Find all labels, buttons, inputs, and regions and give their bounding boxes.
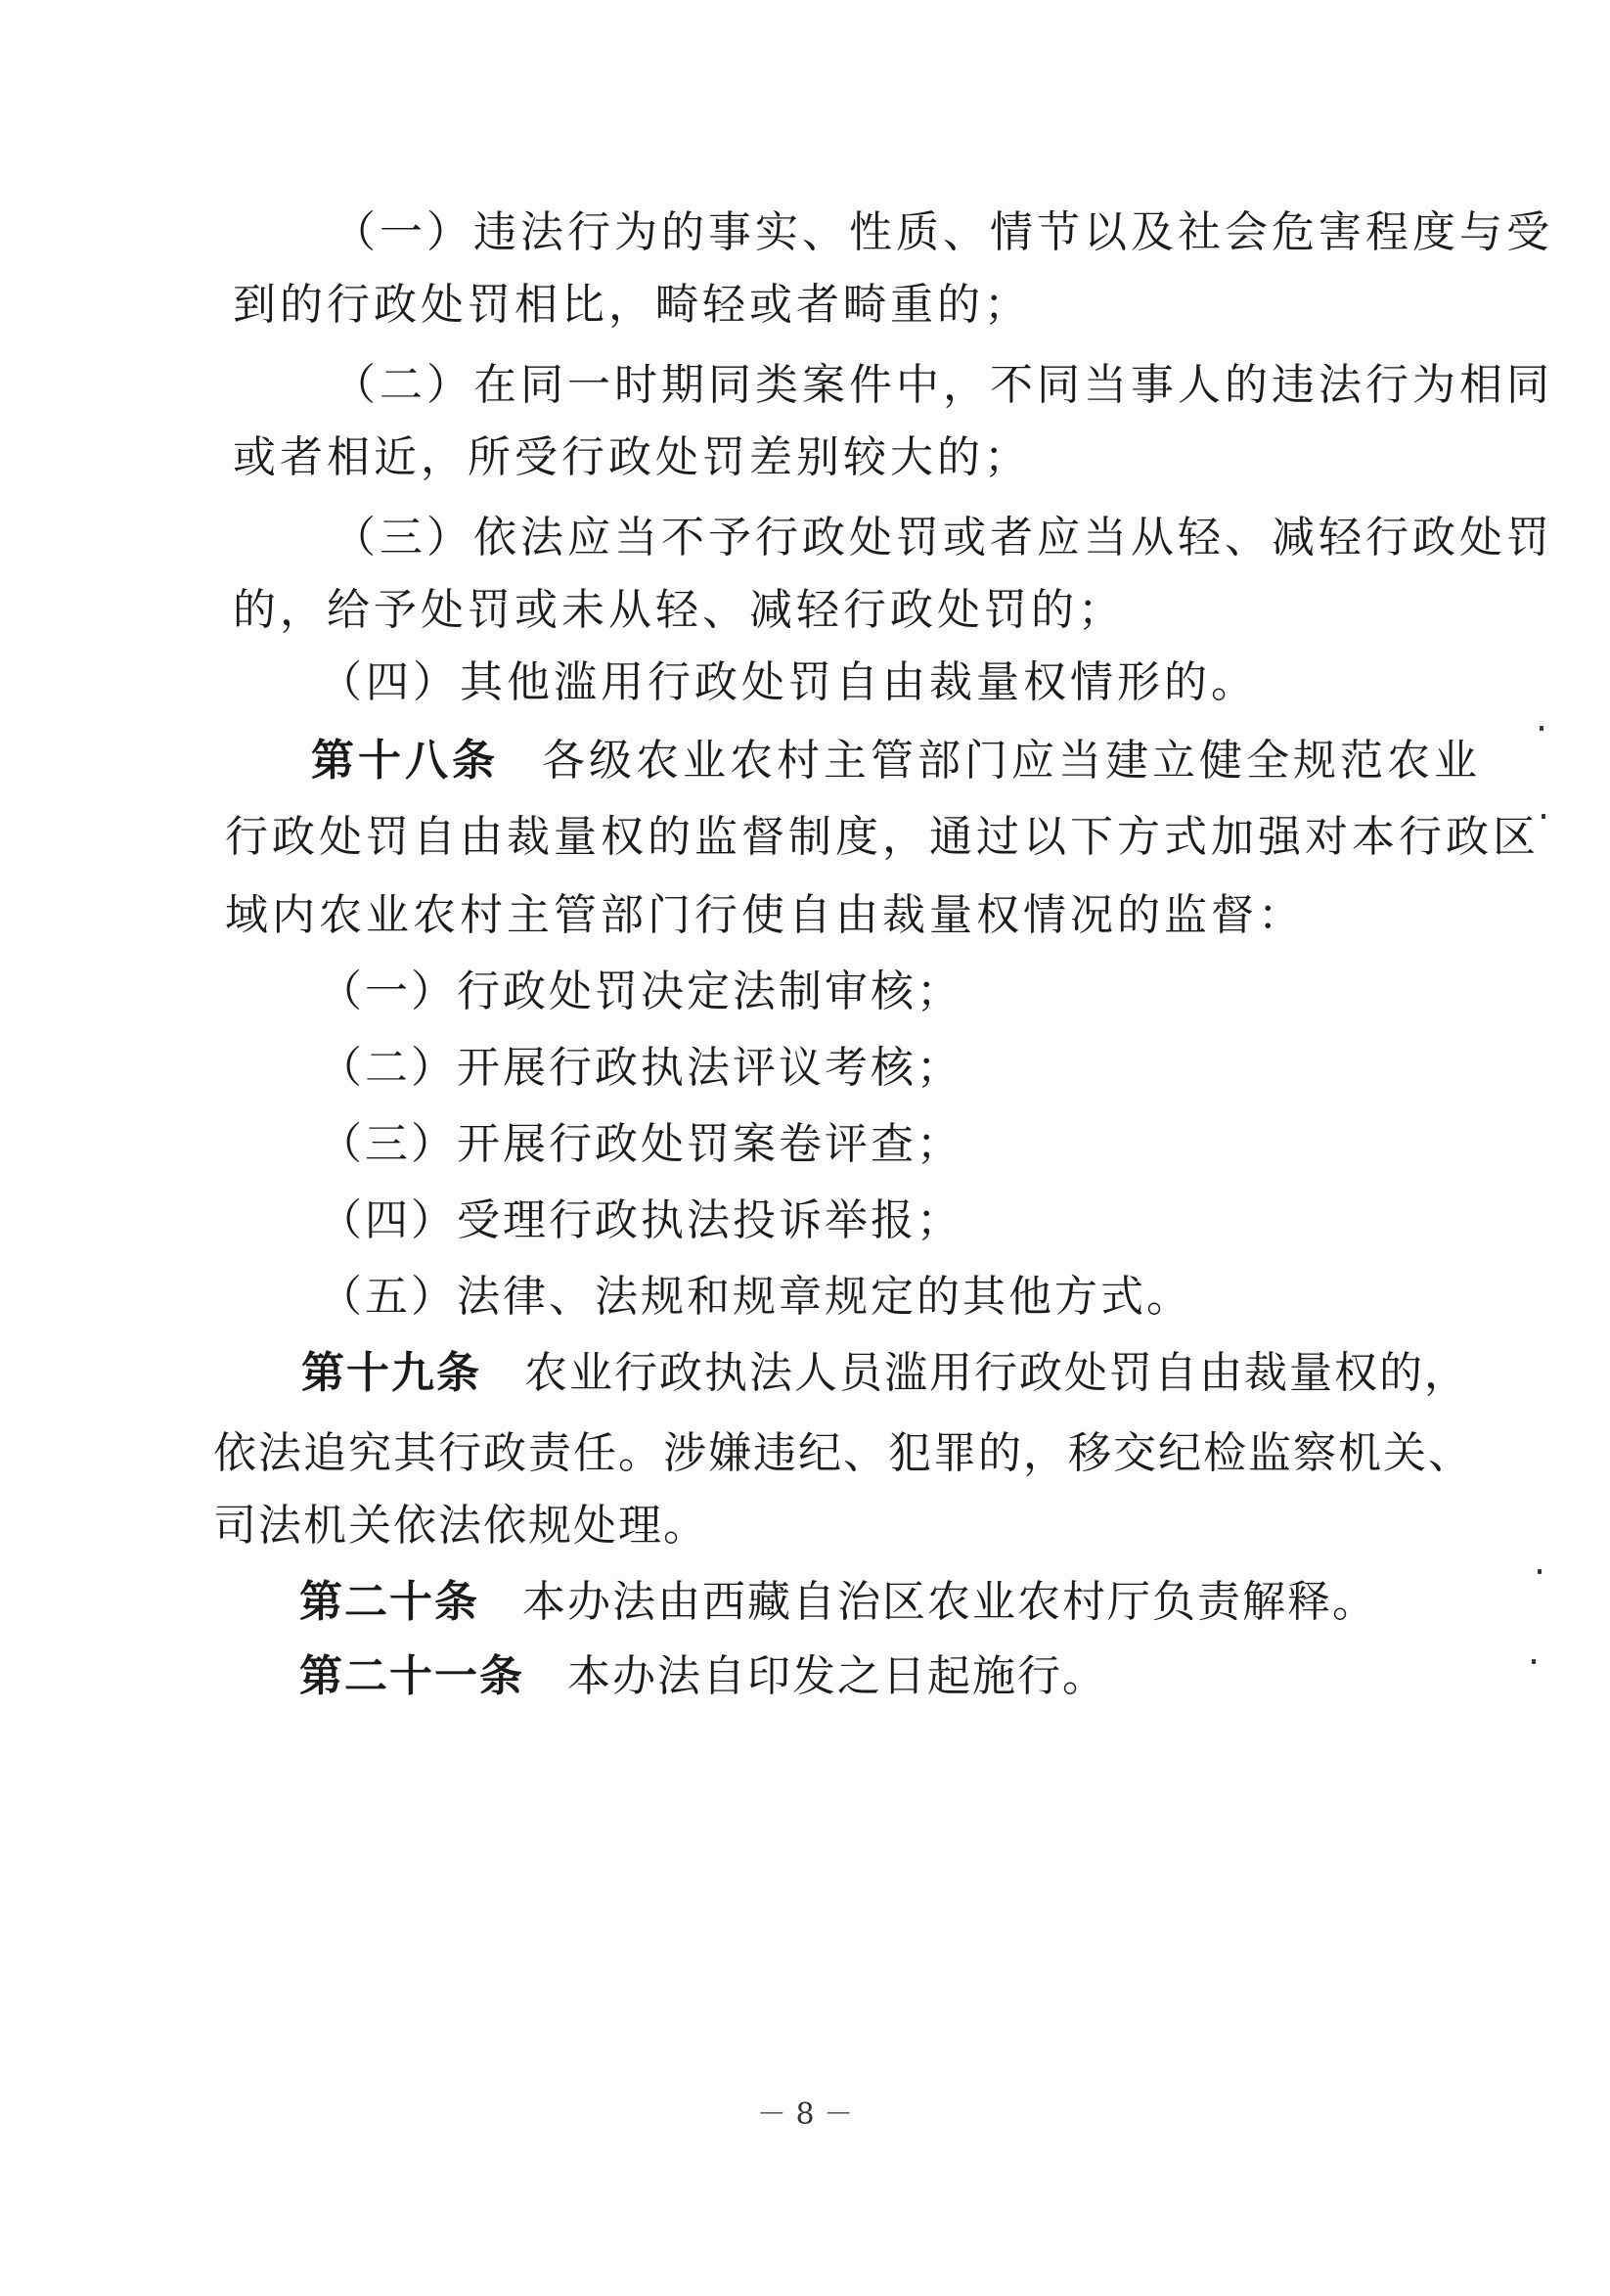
text-line: （二）在同一时期同类案件中，不同当事人的违法行为相同 (333, 360, 1553, 410)
text-line: 行政处罚自由裁量权的监督制度，通过以下方式加强对本行政区 (225, 812, 1540, 862)
scan-speck (1538, 1569, 1542, 1574)
list-item: （三）开展行政处罚案卷评查； (319, 1119, 962, 1169)
text-line: （三）依法应当不予行政处罚或者应当从轻、减轻行政处罚 (333, 513, 1553, 563)
article-text: 本办法由西藏自治区农业农村厅负责解释。 (522, 1577, 1377, 1627)
article-text: 各级农业农村主管部门应当建立健全规范农业 (542, 736, 1481, 786)
text-line: 域内农业农村主管部门行使自由裁量权情况的监督： (225, 890, 1305, 940)
text-line: （一）违法行为的事实、性质、情节以及社会危害程度与受 (333, 207, 1553, 257)
text-line: 或者相近，所受行政处罚差别较大的； (233, 432, 1031, 482)
article-heading: 第十八条 (311, 736, 499, 786)
article-text: 本办法自印发之日起施行。 (567, 1651, 1107, 1701)
list-item: （四）受理行政执法投诉举报； (319, 1195, 962, 1245)
text-line: 的，给予处罚或未从轻、减轻行政处罚的； (233, 585, 1125, 635)
scan-speck (1542, 814, 1545, 819)
article-heading: 第二十一条 (299, 1651, 524, 1701)
list-item: （五）法律、法规和规章规定的其他方式。 (319, 1272, 1192, 1322)
text-line: 依法追究其行政责任。涉嫌违纪、犯罪的，移交纪检监察机关、 (213, 1428, 1473, 1478)
scan-speck (1532, 1659, 1536, 1664)
text-line: （四）其他滥用行政处罚自由裁量权情形的。 (319, 657, 1258, 707)
text-line: 到的行政处罚相比，畸轻或者畸重的； (233, 280, 1031, 330)
text-line: 司法机关依法依规处理。 (213, 1501, 708, 1551)
article-heading: 第二十条 (299, 1577, 479, 1627)
article-21-line (299, 1647, 1107, 1706)
list-item: （一）行政处罚决定法制审核； (319, 967, 962, 1016)
article-text: 农业行政执法人员滥用行政处罚自由裁量权的， (524, 1348, 1469, 1398)
list-item: （二）开展行政执法评议考核； (319, 1043, 962, 1093)
article-19-line (301, 1344, 1469, 1403)
article-18-line (311, 732, 1481, 790)
article-20-line (299, 1573, 1377, 1632)
scan-speck (1540, 726, 1543, 731)
article-heading: 第十九条 (301, 1348, 481, 1398)
page-number: － 8 － (756, 2097, 854, 2132)
